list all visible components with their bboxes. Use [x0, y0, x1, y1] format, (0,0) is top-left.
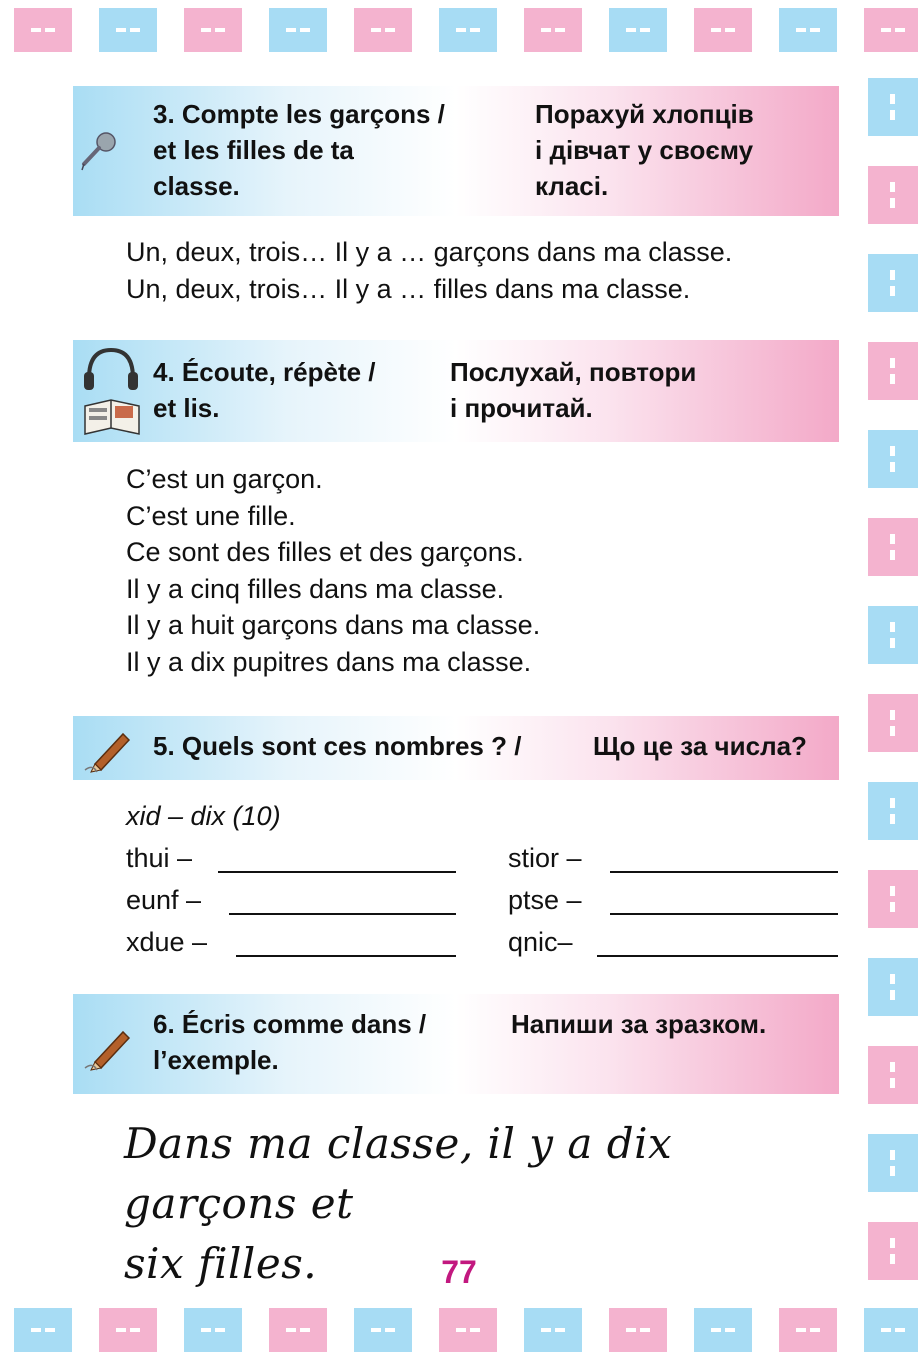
- scrambled-word: xdue –: [126, 927, 208, 957]
- exercise-5-title-uk: Що це за числа?: [593, 731, 807, 761]
- scrambled-word: eunf –: [126, 885, 202, 915]
- exercise-6-header: [73, 994, 839, 1094]
- answer-blank[interactable]: [236, 955, 456, 957]
- border-tile: [868, 518, 918, 576]
- border-tile: [868, 166, 918, 224]
- exercise-3-title-fr: 3. Compte les garçons / et les filles de ta classe.: [153, 99, 445, 201]
- border-tile: [694, 8, 752, 52]
- border-tile: [354, 8, 412, 52]
- scrambled-word: ptse –: [508, 885, 582, 915]
- border-tile: [864, 1308, 918, 1352]
- scrambled-word: thui –: [126, 843, 193, 873]
- border-tile: [99, 8, 157, 52]
- answer-blank[interactable]: [218, 871, 456, 873]
- microphone-icon: [79, 130, 119, 172]
- border-tile: [779, 1308, 837, 1352]
- border-tile: [524, 8, 582, 52]
- page-number: 77: [441, 1254, 477, 1290]
- answer-blank[interactable]: [229, 913, 456, 915]
- border-tile: [868, 78, 918, 136]
- border-tile: [868, 342, 918, 400]
- border-tile: [184, 8, 242, 52]
- border-tile: [609, 8, 667, 52]
- exercise-3-text: Un, deux, trois… Il y a … garçons dans ma classe. Un, deux, trois… Il y a … filles dans ma classe.: [126, 237, 733, 304]
- scrambled-word: qnic–: [508, 927, 573, 957]
- exercise-6-title-uk: Напиши за зразком.: [511, 1009, 767, 1039]
- border-tile: [864, 8, 918, 52]
- exercise-3-header: [73, 86, 839, 216]
- border-tile: [269, 1308, 327, 1352]
- border-tile: [439, 1308, 497, 1352]
- border-tile: [269, 8, 327, 52]
- pen-icon: [83, 724, 133, 774]
- border-tile: [868, 430, 918, 488]
- exercise-4-text: C’est un garçon. C’est une fille. Ce sont des filles et des garçons. Il y a cinq filles dans ma classe. Il y a huit garçons dans ma classe. Il y a dix pupitres dans ma classe.: [126, 464, 541, 677]
- scrambled-word: stior –: [508, 843, 582, 873]
- border-tile: [99, 1308, 157, 1352]
- headphones-book-icon: [81, 344, 143, 438]
- answer-blank[interactable]: [610, 871, 838, 873]
- border-tile: [524, 1308, 582, 1352]
- exercise-6-title-fr: 6. Écris comme dans / l’exemple.: [153, 1009, 427, 1075]
- exercise-4-header: [73, 340, 839, 442]
- border-tile: [609, 1308, 667, 1352]
- border-tile: [868, 694, 918, 752]
- border-tile: [694, 1308, 752, 1352]
- border-tile: [354, 1308, 412, 1352]
- border-tile: [868, 1134, 918, 1192]
- border-tile: [868, 1046, 918, 1104]
- answer-blank[interactable]: [610, 913, 838, 915]
- exercise-5-example: xid – dix (10): [126, 801, 281, 831]
- border-tile: [779, 8, 837, 52]
- border-tile: [868, 606, 918, 664]
- exercise-3-title-uk: Порахуй хлопців і дівчат у своєму класі.: [535, 99, 754, 201]
- border-tile: [14, 8, 72, 52]
- exercise-4-title-fr: 4. Écoute, répète / et lis.: [153, 357, 376, 423]
- border-tile: [868, 870, 918, 928]
- border-tile: [439, 8, 497, 52]
- answer-blank[interactable]: [597, 955, 838, 957]
- border-tile: [14, 1308, 72, 1352]
- exercise-5-header: [73, 716, 839, 780]
- handwritten-example: Dans ma classe, il y a dix garçons et six filles.: [124, 1119, 673, 1288]
- border-tile: [868, 254, 918, 312]
- exercise-4-title-uk: Послухай, повтори і прочитай.: [450, 357, 697, 423]
- pen-icon: [83, 1022, 133, 1072]
- border-tile: [868, 958, 918, 1016]
- border-tile: [184, 1308, 242, 1352]
- exercise-5-title-fr: 5. Quels sont ces nombres ? /: [153, 731, 522, 761]
- border-tile: [868, 782, 918, 840]
